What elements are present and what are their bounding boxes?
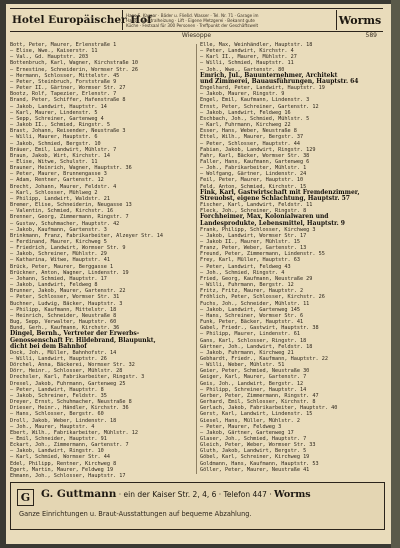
- ad-city: Worms: [274, 489, 311, 500]
- directory-entry: Bremer, Elise, Schneiderin, Neugasse 13: [10, 202, 132, 209]
- directory-entry: – Jakob II., Schmied, Ringstr. 5: [10, 122, 110, 129]
- directory-entry: – Elise, Wwe., Kaiserstr. 11: [10, 48, 98, 55]
- directory-entry: – Johann, Schmied, Hauptstr. 17: [10, 275, 107, 282]
- directory-entry: – Jakob, Landwirt, Wormser Str. 17: [200, 232, 307, 239]
- directory-entry: – Emil, Schneider, Hauptstr. 91: [10, 436, 107, 442]
- directory-entry: Drexel, Jakob, Fuhrmann, Gartenweg 25: [10, 380, 126, 387]
- directory-entry: Gans, Karl, Schlosser, Ringstr. 18: [200, 337, 307, 344]
- directory-entry: Dörchel, Anna, Bäckerei, Wormser Str. 32: [10, 362, 135, 369]
- page-header-ad: [10, 8, 383, 32]
- ad-slogan: Ganze Einrichtungen u. Braut-Ausstattungen auf bequeme Abzahlung.: [19, 510, 252, 518]
- directory-entry: – Heinrich, Schneider, Neustraße 8: [10, 312, 117, 319]
- directory-entry: – Jakob II., Maurer, Mühlstr. 15: [200, 239, 300, 245]
- directory-entry: Bottenbruch, Karl, Wagner, Kirchstraße 10: [10, 60, 139, 67]
- directory-entry: – Peter II., Gärtner, Wormser Str. 27: [10, 85, 126, 92]
- directory-entry: Geiger, Karl, Maurer, Gartenstr. 7: [200, 374, 307, 381]
- directory-entry: – Karl, Schlosser, Mühlweg 2: [10, 189, 98, 196]
- business-entry: Fink, Karl, Gastwirtschaft mit Fremdenzimmer,: [200, 188, 360, 196]
- running-head-title: Wiesoppe: [181, 32, 212, 39]
- directory-entry: – Joh., Maurer, Hauptstr. 4: [10, 423, 95, 430]
- header-city: Worms: [338, 13, 382, 27]
- directory-entry: – Peter, Landwirt, Kirchstr. 4: [200, 48, 294, 55]
- footer-advertisement: [10, 482, 385, 530]
- directory-entry: – Hans, Schlosser, Bergstr. 60: [10, 411, 104, 418]
- directory-entry: – Ferdinand, Maurer, Kirchweg 5: [10, 239, 107, 245]
- directory-entry: – Philipp, Maurer, Lindenstr. 61: [200, 331, 300, 338]
- directory-entry: Brenner, Georg, Zimmermann, Ringstr. 7: [10, 214, 129, 221]
- directory-entry: – Jakob, Kaufmann, Gartenstr. 3: [10, 226, 107, 233]
- directory-entry: Freund, Peter, Zimmermann, Lindenstr. 55: [200, 251, 325, 258]
- hotel-details-line: Küche · Festsaal für 300 Personen · Treffpunkt der Geschäftswelt: [126, 22, 259, 28]
- directory-entry: Giesel, Hans, Müller, Mühlstr. 2: [200, 417, 300, 424]
- directory-entry: Fischer, Karl, Landwirt, Feldstr. 11: [200, 202, 313, 209]
- directory-entry: – Jakob, Schreiner, Feldstr. 35: [10, 392, 107, 399]
- directory-entry: – Peter, Maurer, Feldweg 3: [200, 423, 282, 430]
- ad-headline: [41, 488, 381, 500]
- book-binding: [391, 0, 400, 548]
- directory-entry: Gerlach, Jakob, Fabrikarbeiter, Hauptstr. 40: [200, 405, 338, 412]
- directory-entry: Gerhard, Emil, Schlosser, Kirchstr. 8: [200, 399, 316, 406]
- directory-entry: Fritz, Fritz, Maurer, Hauptstr. 2: [200, 288, 304, 295]
- directory-entry: Drechsler, Karl, Fabrikarbeiter, Ringstr. 3: [10, 374, 145, 381]
- directory-entry: Dörr, Heinr., Schlosser, Mühlstr. 28: [10, 368, 123, 375]
- directory-entry: Dock, Joh., Müller, Bahnhofstr. 14: [10, 349, 117, 356]
- directory-entry: Göller, Peter, Maurer, Neustraße 41: [200, 466, 310, 473]
- business-entry: Genossenschaft Fr. Hildebrand, Blaupunkt,: [10, 336, 156, 344]
- directory-entry: Gärtner, Joh., Landwirt, Feldstr. 18: [200, 343, 313, 350]
- running-head: [10, 32, 383, 41]
- right-column: [200, 42, 382, 475]
- directory-entry: – Joh., Fabrikarbeiter, Mühlstr. 1: [200, 165, 307, 172]
- directory-entry: Geis, Joh., Landwirt, Bergstr. 12: [200, 380, 304, 387]
- page-number: 589: [365, 32, 377, 39]
- ad-company-name: G. Guttmann: [41, 488, 117, 500]
- directory-entry: Gerst, Karl, Landwirt, Lindenstr. 15: [200, 411, 313, 418]
- directory-entry: Drieser, Heinr., Händler, Kirchstr. 36: [10, 405, 129, 412]
- directory-entry: – Willi, Weber, Mühlstr. 51: [200, 362, 285, 369]
- directory-entry: Brand, Peter, Schiffer, Hafenstraße 8: [10, 97, 126, 104]
- ad-address: · ein der Kaiser Str. 2, 4, 6 · Telefon 447 ·: [118, 490, 272, 499]
- directory-entry: Droll, Jakob, Weber, Lindenstr. 18: [10, 417, 117, 424]
- directory-entry: – Philipp, Schreiner, Hauptstr. 14: [200, 386, 307, 393]
- directory-entry: – Jakob, Fuhrmann, Kirchweg 21: [200, 349, 294, 356]
- directory-entry: Edel, Philipp, Rentner, Kirchweg 8: [10, 460, 117, 467]
- directory-entry: – Karl, Schmied, Wormser Str. 44: [10, 454, 110, 461]
- directory-entry: Braun, Jakob, Wirt, Kirchstr. 14: [10, 152, 110, 159]
- business-entry: dicht bei dem Bahnhof: [10, 342, 87, 350]
- directory-entry: – Adam, Rentner, Gartenstr. 12: [10, 177, 104, 184]
- directory-entry: Brück, Peter, Maurer, Berggasse 1: [10, 263, 114, 270]
- directory-entry: – Jakob, Schmied, Bergstr. 10: [10, 140, 101, 147]
- directory-entry: Gebhardt, Friedr., Kaufmann, Hauptstr. 22: [200, 355, 329, 362]
- directory-entry: Feil, Peter, Maurer, Hauptstr. 10: [200, 177, 304, 184]
- directory-entry: – Sepp, Schreiner, Gartenweg 4: [10, 115, 104, 122]
- directory-entry: – Valentin, Schmied, Kirchstr. 16: [10, 208, 114, 215]
- directory-entry: Brückner, Anton, Wagner, Lindenstr. 19: [10, 269, 129, 276]
- business-entry: Emrich, Jul., Bauunternehmer, Architekt: [200, 71, 338, 79]
- directory-entry: – Philipp, Landwirt, Waldstr. 21: [10, 195, 110, 202]
- directory-entry: Fröhlich, Peter, Schlosser, Kirchstr. 26: [200, 294, 325, 301]
- directory-entry: Geier, Peter, Schmied, Neustraße 30: [200, 368, 310, 375]
- directory-entry: – Val., Gd. Hauptstr. 203: [10, 54, 89, 61]
- directory-entry: Esser, Hans, Weber, Neustraße 8: [200, 128, 297, 135]
- directory-entry: – Jakob, Landwirt, Feldweg 16: [200, 109, 291, 116]
- hotel-details-line: Hause · Zentralheizung · Lift · Eigene Metzgerei · Bekannt gute: [126, 17, 255, 23]
- directory-entry: Ebert, Wilh., Fabrikarbeiter, Mühlstr. 12: [10, 429, 139, 436]
- directory-entry: Fahr, Karl, Bäcker, Wormser Str. 38: [200, 152, 310, 159]
- directory-entry: – Peter, Maurer, Brunnengasse 3: [10, 171, 107, 178]
- directory-entry: Franz, Peter, Weber, Gartenstr. 13: [200, 245, 307, 252]
- directory-entry: – Peter, Steinbruch, Forststraße 9: [10, 78, 117, 85]
- business-entry: Dingel, Bernh., Vertreter der Erwerbs-: [10, 330, 140, 338]
- directory-entry: Bootz, Rolf, Tapezier, Erlenstr. 7: [10, 91, 117, 98]
- directory-entry: Egert, Martin, Maurer, Feldweg 19: [10, 466, 114, 473]
- directory-entry: – Jakob, Landwirt, Feldweg 8: [10, 282, 98, 289]
- directory-entry: Eckart, Joh., Zimmermann, Gartenstr. 7: [10, 442, 129, 449]
- directory-entry: – Ernestine, Schneiderin, Wormser Str. 26: [10, 66, 139, 73]
- directory-entry: – Willi, Landwirt, Hauptstr. 26: [10, 355, 107, 362]
- directory-entry: Ehmann, Joh., Schlosser, Hauptstr. 17: [10, 472, 126, 479]
- directory-entry: Fuchs, Joh., Schneider, Mühlstr. 11: [200, 300, 310, 307]
- directory-entry: – Philipp, Kaufmann, Mittelstr. 18: [10, 306, 117, 313]
- directory-entry: – Peter, Landwirt, Hauptstr. 8: [10, 386, 104, 393]
- directory-entry: – Jakob, Landwirt, Ringstr. 10: [10, 448, 104, 455]
- directory-entry: Frey, Karl, Müller, Hauptstr. 63: [200, 257, 300, 264]
- directory-entry: Elle, Max, Weinhändler, Hauptstr. 18: [200, 42, 313, 48]
- directory-entry: – Hans, Schreiner, Wormser Str. 6: [200, 312, 304, 319]
- directory-entry: Bräuer, Emil, Landwirt, Mühlstr. 7: [10, 146, 117, 153]
- directory-entry: – Katharina, Witwe, Hauptstr. 41: [10, 257, 110, 264]
- directory-entry: Brauner, Heinrich, Wagner, Hauptstr. 36: [10, 165, 132, 172]
- directory-entry: Brecht, Johann, Maurer, Feldstr. 4: [10, 183, 117, 190]
- directory-entry: Bott, Peter, Maurer, Erlenstraße 1: [10, 42, 117, 48]
- directory-entry: – Willi, Schmied, Hauptstr. 11: [200, 60, 294, 67]
- directory-entry: – Peter, Landwirt, Feldweg 43: [200, 263, 291, 270]
- directory-entry: Brunner, Jakob, Maurer, Gartenstr. 22: [10, 288, 126, 295]
- directory-entry: – Peter, Schlosser, Hauptstr. 44: [200, 140, 300, 147]
- directory-page: [6, 4, 391, 544]
- directory-entry: Funk, Peter, Bäcker, Hauptstr. 41: [200, 319, 304, 326]
- directory-entry: Engelhard, Peter, Landwirt, Hauptstr. 19: [200, 85, 325, 92]
- directory-entry: Ettel, Wilh., Maurer, Bergstr. 37: [200, 134, 304, 141]
- directory-entry: Eschbach, Joh., Schmied, Mühlstr. 5: [200, 115, 310, 122]
- directory-entry: – Gustav, Schuhmacher, Hauptstr. 42: [10, 220, 120, 227]
- directory-entry: Engel, Emil, Kaufmann, Lindenstr. 3: [200, 97, 310, 104]
- directory-entry: Gleich, Peter, Weber, Wormser Str. 33: [200, 442, 316, 449]
- directory-entry: Brinkmann, Franz, Fabrikarbeiter, Alzeyer Str. 14: [10, 232, 164, 239]
- directory-entry: Gerber, Peter, Zimmermann, Ringstr. 47: [200, 392, 319, 399]
- directory-entry: – Joh., Schmied, Ringstr. 4: [200, 269, 285, 276]
- business-entry: Landesprodukte, Lebensmittel, Hauptstr. 9: [200, 219, 345, 227]
- directory-entry: – Willi, Maurer, Hauptstr. 6: [10, 134, 98, 141]
- directory-entry: – Hermann, Schlosser, Mittelstr. 45: [10, 72, 120, 79]
- directory-entry: Buchner, Ludwig, Bäcker, Hauptstr. 3: [10, 300, 123, 307]
- directory-entry: Fabian, Jakob, Landwirt, Ringstr. 129: [200, 146, 316, 153]
- directory-entry: Gabel, Friedr., Gastwirt, Hauptstr. 38: [200, 325, 319, 332]
- directory-entry: Faller, Hans, Kaufmann, Gartenweg 6: [200, 158, 310, 165]
- directory-entry: Göbel, Karl, Schreiner, Kirchweg 19: [200, 454, 310, 461]
- directory-entry: – Karl II., Maurer, Mühlstr. 27: [200, 54, 297, 61]
- directory-entry: Fried, Georg, Kaufmann, Neustraße 29: [200, 275, 313, 282]
- directory-entry: Feld, Anton, Schmied, Kirchstr. 15: [200, 183, 307, 190]
- directory-entry: Gluth, Jakob, Landwirt, Bergstr. 5: [200, 448, 307, 455]
- directory-entry: – Friedrich, Landwirt, Wormser Str. 9: [10, 245, 126, 252]
- directory-entry: – Jakob, Landwirt, Gartenweg 145: [200, 306, 300, 313]
- directory-entry: – Wolfgang, Gärtner, Lindenstr. 24: [200, 171, 307, 178]
- directory-entry: – Jakob, Schreiner, Mühlstr. 29: [10, 251, 107, 258]
- directory-entry: – Karl, Maurer, Lindenstr. 5: [10, 109, 98, 116]
- left-column: [10, 42, 192, 479]
- directory-entry: Frank, Philipp, Schlosser, Kirchweg 3: [200, 226, 316, 233]
- column-divider: [196, 44, 197, 474]
- directory-entry: Dreyer, Ernst, Schuhmacher, Neustraße 8: [10, 399, 132, 406]
- hotel-details-line: Hans S. Kaspar · Bäder u. Fließd. Wasser · Tel. Nr. 71 · Garage im: [126, 12, 259, 18]
- directory-entry: – Elise, Witwe, Schulstr. 11: [10, 158, 98, 165]
- directory-entry: – Joh., Wwe., Gartenstr. 80: [200, 66, 285, 73]
- directory-entry: Glaser, Joh., Schmied, Hauptstr. 7: [200, 436, 307, 442]
- company-logo: G: [17, 489, 34, 506]
- directory-entry: Ernst, Peter, Schreiner, Gartenstr. 12: [200, 103, 319, 110]
- hotel-name: Hotel Europäischer Hof: [12, 14, 152, 26]
- directory-entry: – Peter, Schlosser, Wormser Str. 31: [10, 294, 120, 301]
- directory-entry: Goldmann, Hans, Kaufmann, Hauptstr. 53: [200, 460, 319, 467]
- directory-entry: – Jakob, Gärtner, Gartenweg 17: [200, 429, 294, 436]
- directory-entry: – Jakob, Landwirt, Hauptstr. 14: [10, 103, 107, 110]
- directory-entry: Bug, Sepp, Verwalter, Hauptstr. 60: [10, 319, 117, 326]
- hotel-details: [122, 10, 337, 30]
- directory-entry: Brast, Johann, Reisender, Neustraße 3: [10, 128, 126, 135]
- directory-entry: Fleck, Joh., Schreiner, Ringstr. 8: [200, 208, 307, 215]
- directory-entry: – Karl, Fuhrmann, Kirchweg 22: [200, 122, 291, 129]
- business-entry: Forchheimer, Max, Kolonialwaren und: [200, 213, 329, 221]
- directory-entry: – Willi, Fuhrmann, Bergstr. 12: [200, 282, 294, 289]
- directory-entry: – Jakob, Maurer, Ringstr. 9: [200, 91, 285, 98]
- business-entry: und Zimmerei, Bauausführungen, Hauptstr. 64: [200, 77, 359, 85]
- directory-entry: Bund, Gerh., Kaufmann, Kirchstr. 36: [10, 325, 120, 332]
- business-entry: Streuobst, eigene Schlachtung, Hauptstr. 57: [200, 194, 350, 202]
